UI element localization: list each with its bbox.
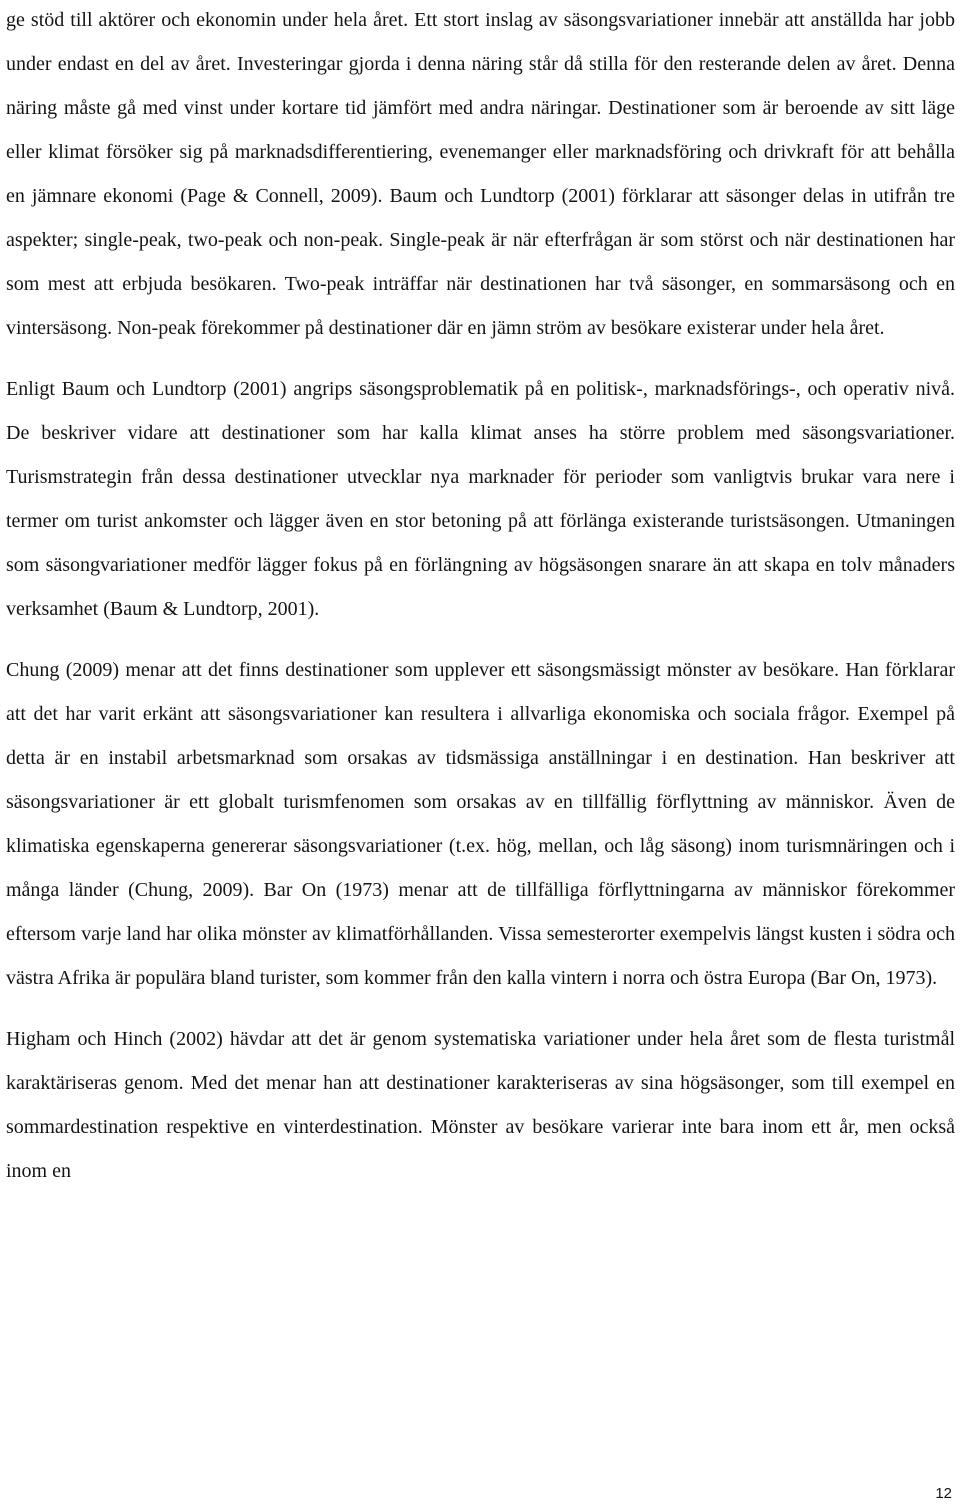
paragraph-seasonality-intro: ge stöd till aktörer och ekonomin under hela året. Ett stort inslag av säsongsvariationer innebär att anställda har jobb under endast en del av året. Investeringar gjorda i denna näring står då stilla för den resterande delen av året. Denna näring måste gå med vinst under kortare tid jämfört med andra näringar. Destinationer som är beroende av sitt läge eller klimat försöker sig på marknadsdifferentiering, evenemanger eller marknadsföring och drivkraft för att behålla en jämnare ekonomi (Page & Connell, 2009). Baum och Lundtorp (2001) förklarar att säsonger delas in utifrån tre aspekter; single-peak, two-peak och non-peak. Single-peak är när efterfrågan är som störst och när destinationen har som mest att erbjuda besökaren. Two-peak inträffar när destinationen har två säsonger, en sommarsäsong och en vintersäsong. Non-peak förekommer på destinationer där en jämn ström av besökare existerar under hela året.	[6, 9, 955, 339]
page-number: 12	[935, 1485, 952, 1502]
paragraph-higham-hinch: Higham och Hinch (2002) hävdar att det är genom systematiska variationer under hela året som de flesta turistmål karaktäriseras genom. Med det menar han att destinationer karakteriseras av sina högsäsonger, som till exempel en sommardestination respektive en vinterdestination. Mönster av besökare varierar inte bara inom ett år, men också inom en	[6, 1028, 955, 1182]
paragraph-baum-lundtorp: Enligt Baum och Lundtorp (2001) angrips säsongsproblematik på en politisk-, marknadsförings-, och operativ nivå. De beskriver vidare att destinationer som har kalla klimat anses ha större problem med säsongsvariationer. Turismstrategin från dessa destinationer utvecklar nya marknader för perioder som vanligtvis brukar vara nere i termer om turist ankomster och lägger även en stor betoning på att förlänga existerande turistsäsongen. Utmaningen som säsongvariationer medför lägger fokus på en förlängning av högsäsongen snarare än att skapa en tolv månaders verksamhet (Baum & Lundtorp, 2001).	[6, 378, 955, 620]
body-text	[6, 0, 955, 1193]
paragraph-chung: Chung (2009) menar att det finns destinationer som upplever ett säsongsmässigt mönster av besökare. Han förklarar att det har varit erkänt att säsongsvariationer kan resultera i allvarliga ekonomiska och sociala frågor. Exempel på detta är en instabil arbetsmarknad som orsakas av tidsmässiga anställningar i en destination. Han beskriver att säsongsvariationer är ett globalt turismfenomen som orsakas av en tillfällig förflyttning av människor. Även de klimatiska egenskaperna genererar säsongsvariationer (t.ex. hög, mellan, och låg säsong) inom turismnäringen och i många länder (Chung, 2009). Bar On (1973) menar att de tillfälliga förflyttningarna av människor förekommer eftersom varje land har olika mönster av klimatförhållanden. Vissa semesterorter exempelvis längst kusten i södra och västra Afrika är populära bland turister, som kommer från den kalla vintern i norra och östra Europa (Bar On, 1973).	[6, 659, 955, 989]
